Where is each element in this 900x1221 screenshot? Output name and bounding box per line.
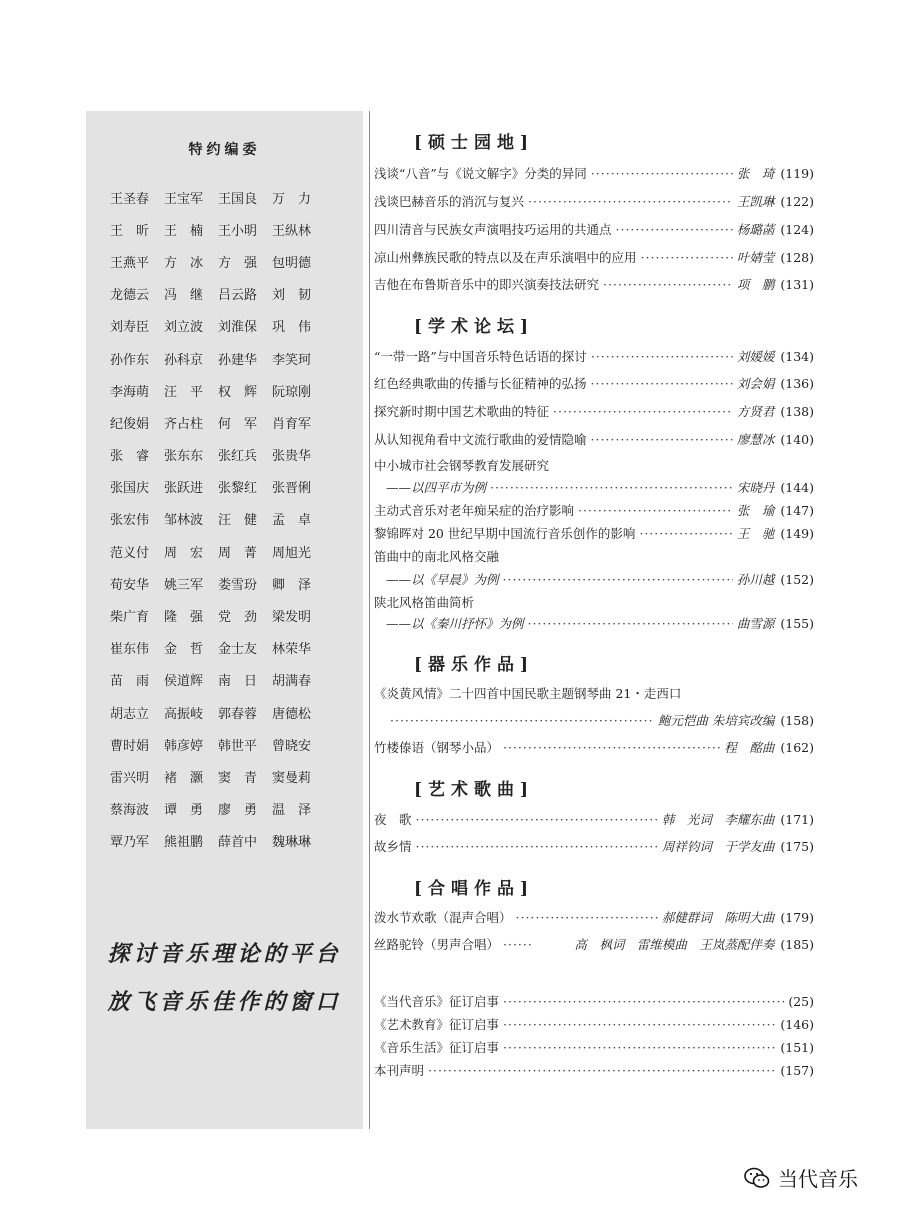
entry-page: (147) bbox=[780, 503, 814, 518]
entry-title: 浅谈巴赫音乐的消沉与复兴 bbox=[374, 194, 525, 209]
slogan-line-1: 探讨音乐理论的平台 bbox=[107, 941, 342, 967]
leader-dots bbox=[503, 1040, 776, 1055]
editor-name: 卿 泽 bbox=[272, 577, 312, 593]
entry-author: 程 酩曲 bbox=[724, 740, 775, 755]
entry-page: (175) bbox=[780, 839, 814, 854]
leader-dots bbox=[639, 526, 733, 541]
entry-title: 《炎黄风情》二十四首中国民歌主题钢琴曲 21・走西口 bbox=[374, 686, 682, 701]
editor-name: 刘 韧 bbox=[272, 288, 312, 304]
entry-page: (149) bbox=[780, 526, 814, 541]
toc-entry[interactable] bbox=[374, 935, 814, 953]
entry-page: (146) bbox=[780, 1017, 814, 1032]
entry-title: 吉他在布鲁斯音乐中的即兴演奏技法研究 bbox=[374, 277, 600, 292]
editorial-name-row bbox=[110, 535, 360, 567]
entry-page: (179) bbox=[780, 910, 814, 925]
toc-entry-title-only[interactable] bbox=[374, 684, 814, 702]
editor-name: 唐德松 bbox=[272, 706, 312, 722]
editor-name: 刘立波 bbox=[164, 320, 204, 336]
toc-entry[interactable] bbox=[374, 430, 814, 448]
leader-dots bbox=[591, 376, 733, 391]
entry-title: 《音乐生活》征订启事 bbox=[374, 1040, 500, 1055]
toc-entry[interactable] bbox=[374, 374, 814, 392]
editor-name: 林荣华 bbox=[272, 642, 312, 658]
entry-title: 泼水节欢歌（混声合唱） bbox=[374, 910, 512, 925]
editor-name: 王宝军 bbox=[164, 191, 204, 207]
toc-entry[interactable] bbox=[374, 1015, 814, 1033]
entry-title: “一带一路”与中国音乐特色话语的探讨 bbox=[374, 349, 587, 364]
editor-name: 梁发明 bbox=[272, 610, 312, 626]
entry-title: 黎锦晖对 20 世纪早期中国流行音乐创作的影响 bbox=[374, 526, 636, 541]
editor-name: 张跃进 bbox=[164, 481, 204, 497]
editor-name: 窦 青 bbox=[218, 770, 258, 786]
editor-name: 娄雪玢 bbox=[218, 577, 258, 593]
toc-entry[interactable] bbox=[374, 1038, 814, 1056]
entry-author: 韩 光词 李耀东曲 bbox=[661, 812, 775, 827]
editor-name: 包明德 bbox=[272, 255, 312, 271]
toc-entry[interactable] bbox=[374, 908, 814, 926]
editor-name: 孙建华 bbox=[218, 352, 258, 368]
editor-name: 金 哲 bbox=[164, 642, 204, 658]
leader-dots bbox=[503, 572, 733, 587]
toc-entry-title-only[interactable] bbox=[374, 547, 814, 565]
editorial-name-row bbox=[110, 567, 360, 599]
toc-entry-subline[interactable] bbox=[374, 711, 814, 729]
editorial-name-row bbox=[110, 825, 360, 857]
entry-author: 刘媛媛 bbox=[736, 349, 775, 364]
entry-page: (119) bbox=[780, 166, 814, 181]
toc-entry[interactable] bbox=[374, 192, 814, 210]
editorial-name-row bbox=[110, 310, 360, 342]
entry-page: (124) bbox=[780, 222, 814, 237]
toc-entry-subline[interactable] bbox=[374, 570, 814, 588]
editor-name: 雷兴明 bbox=[110, 770, 150, 786]
editor-name: 柴广育 bbox=[110, 610, 150, 626]
editor-name: 张国庆 bbox=[110, 481, 150, 497]
entry-title: 故乡情 bbox=[374, 839, 412, 854]
leader-dots bbox=[591, 349, 733, 364]
entry-title: 夜 歌 bbox=[374, 812, 412, 827]
toc-entry[interactable] bbox=[374, 220, 814, 238]
editor-name: 魏琳琳 bbox=[272, 835, 312, 851]
editor-name: 孙科京 bbox=[164, 352, 204, 368]
editor-name: 高振岐 bbox=[164, 706, 204, 722]
editor-name: 周 菁 bbox=[218, 545, 258, 561]
section-heading-art-songs: [艺术歌曲] bbox=[414, 780, 535, 800]
section-heading-academic: [学术论坛] bbox=[414, 317, 535, 337]
entry-page: (151) bbox=[780, 1040, 814, 1055]
editor-name: 曾晓安 bbox=[272, 738, 312, 754]
editor-name: 邹林波 bbox=[164, 513, 204, 529]
entry-author: 刘会娟 bbox=[736, 376, 775, 391]
leader-dots bbox=[528, 616, 733, 631]
entry-page: (128) bbox=[780, 250, 814, 265]
entry-author: 王凯琳 bbox=[736, 194, 775, 209]
entry-author: 张 瑜 bbox=[736, 503, 775, 518]
leader-dots bbox=[416, 839, 658, 854]
entry-author: 王 驰 bbox=[736, 526, 775, 541]
editorial-name-row bbox=[110, 696, 360, 728]
editorial-name-row bbox=[110, 439, 360, 471]
toc-entry[interactable] bbox=[374, 1061, 814, 1079]
editorial-name-row bbox=[110, 664, 360, 696]
leader-dots bbox=[503, 994, 784, 1009]
entry-title: 浅谈“八音”与《说文解字》分类的异同 bbox=[374, 166, 587, 181]
editor-name: 万 力 bbox=[272, 191, 312, 207]
section-heading-masters: [硕士园地] bbox=[414, 133, 535, 153]
entry-page: (144) bbox=[780, 480, 814, 495]
entry-page: (131) bbox=[780, 277, 814, 292]
leader-dots bbox=[591, 432, 733, 447]
editorial-name-row bbox=[110, 471, 360, 503]
entry-author: 方贤君 bbox=[736, 404, 775, 419]
editorial-name-row bbox=[110, 374, 360, 406]
entry-title: 探究新时期中国艺术歌曲的特征 bbox=[374, 404, 550, 419]
entry-title: 《当代音乐》征订启事 bbox=[374, 994, 500, 1009]
editor-name: 张 睿 bbox=[110, 449, 150, 465]
editorial-name-row bbox=[110, 632, 360, 664]
editor-name: 韩彦婷 bbox=[164, 738, 204, 754]
editor-name: 南 日 bbox=[218, 674, 258, 690]
entry-page: (25) bbox=[788, 994, 814, 1009]
entry-page: (157) bbox=[780, 1063, 814, 1078]
entry-page: (134) bbox=[780, 349, 814, 364]
editorial-name-row bbox=[110, 278, 360, 310]
editor-name: 胡志立 bbox=[110, 706, 150, 722]
entry-title: 凉山州彝族民歌的特点以及在声乐演唱中的应用 bbox=[374, 250, 637, 265]
editor-name: 胡满春 bbox=[272, 674, 312, 690]
editorial-name-row bbox=[110, 599, 360, 631]
editor-name: 廖 勇 bbox=[218, 803, 258, 819]
entry-author: 项 鹏 bbox=[736, 277, 775, 292]
editor-name: 王燕平 bbox=[110, 255, 150, 271]
editor-name: 刘淮保 bbox=[218, 320, 258, 336]
editor-name: 金士友 bbox=[218, 642, 258, 658]
toc-entry[interactable] bbox=[374, 837, 814, 855]
leader-dots bbox=[616, 222, 733, 237]
leader-dots bbox=[390, 713, 654, 728]
entry-author: 曲雪源 bbox=[736, 616, 775, 631]
editor-name: 纪俊娟 bbox=[110, 416, 150, 432]
entry-author: 叶婧莹 bbox=[736, 250, 775, 265]
editor-name: 汪 平 bbox=[164, 384, 204, 400]
leader-dots bbox=[503, 937, 531, 952]
editor-name: 范义付 bbox=[110, 545, 150, 561]
entry-title: 主动式音乐对老年痴呆症的治疗影响 bbox=[374, 503, 575, 518]
editor-name: 孟 卓 bbox=[272, 513, 312, 529]
editorial-name-row bbox=[110, 503, 360, 535]
editor-name: 张晋俐 bbox=[272, 481, 312, 497]
editor-name: 褚 灏 bbox=[164, 770, 204, 786]
entry-title: 中小城市社会钢琴教育发展研究 bbox=[374, 458, 550, 473]
entry-author: 孙川越 bbox=[736, 572, 775, 587]
leader-dots bbox=[591, 166, 733, 181]
editor-name: 张宏伟 bbox=[110, 513, 150, 529]
editor-name: 刘寿臣 bbox=[110, 320, 150, 336]
leader-dots bbox=[490, 480, 733, 495]
editor-name: 周 宏 bbox=[164, 545, 204, 561]
editorial-name-row bbox=[110, 342, 360, 374]
editor-name: 汪 健 bbox=[218, 513, 258, 529]
editor-name: 龙德云 bbox=[110, 288, 150, 304]
leader-dots bbox=[416, 812, 658, 827]
editor-name: 曹时娟 bbox=[110, 738, 150, 754]
editor-name: 权 辉 bbox=[218, 384, 258, 400]
editor-name: 阮琼刚 bbox=[272, 384, 312, 400]
entry-subtitle: ——以《早晨》为例 bbox=[386, 572, 499, 587]
entry-page: (140) bbox=[780, 432, 814, 447]
leader-dots bbox=[528, 194, 733, 209]
editorial-name-row bbox=[110, 245, 360, 277]
editor-name: 熊祖鹏 bbox=[164, 835, 204, 851]
toc-entry[interactable] bbox=[374, 738, 814, 756]
editor-name: 方 强 bbox=[218, 255, 258, 271]
editor-name: 蔡海波 bbox=[110, 803, 150, 819]
section-heading-choral: [合唱作品] bbox=[414, 879, 535, 899]
editor-name: 隆 强 bbox=[164, 610, 204, 626]
editor-name: 吕云路 bbox=[218, 288, 258, 304]
editor-name: 侯道辉 bbox=[164, 674, 204, 690]
leader-dots bbox=[553, 404, 733, 419]
toc-entry-title-only[interactable] bbox=[374, 456, 814, 474]
editor-name: 孙作东 bbox=[110, 352, 150, 368]
entry-page: (138) bbox=[780, 404, 814, 419]
editor-name: 荀安华 bbox=[110, 577, 150, 593]
entry-title: 竹楼傣语（钢琴小品） bbox=[374, 740, 500, 755]
toc-entry[interactable] bbox=[374, 992, 814, 1010]
editor-name: 郭春蓉 bbox=[218, 706, 258, 722]
entry-page: (122) bbox=[780, 194, 814, 209]
leader-dots bbox=[603, 277, 733, 292]
entry-author: 张 琦 bbox=[736, 166, 775, 181]
editorial-name-row bbox=[110, 406, 360, 438]
leader-dots bbox=[503, 1017, 776, 1032]
toc-entry[interactable] bbox=[374, 810, 814, 828]
toc-entry[interactable] bbox=[374, 501, 814, 519]
editor-name: 王纵林 bbox=[272, 223, 312, 239]
entry-subtitle: ——以《秦川抒怀》为例 bbox=[386, 616, 524, 631]
toc-entry-subline[interactable] bbox=[374, 478, 814, 496]
toc-entry-title-only[interactable] bbox=[374, 593, 814, 611]
editor-name: 张贵华 bbox=[272, 449, 312, 465]
leader-dots bbox=[516, 910, 658, 925]
editorial-name-row bbox=[110, 728, 360, 760]
editor-name: 何 军 bbox=[218, 416, 258, 432]
editor-name: 苗 雨 bbox=[110, 674, 150, 690]
entry-page: (158) bbox=[780, 713, 814, 728]
entry-author: 廖慧冰 bbox=[736, 432, 775, 447]
editor-name: 周旭光 bbox=[272, 545, 312, 561]
wechat-icon bbox=[744, 1167, 770, 1189]
entry-title: 四川清音与民族女声演唱技巧运用的共通点 bbox=[374, 222, 612, 237]
editor-name: 党 劲 bbox=[218, 610, 258, 626]
entry-subtitle: ——以四平市为例 bbox=[386, 480, 487, 495]
editor-name: 谭 勇 bbox=[164, 803, 204, 819]
editorial-board-title: 特约编委 bbox=[188, 142, 261, 158]
toc-entry[interactable] bbox=[374, 402, 814, 420]
leader-dots bbox=[503, 740, 720, 755]
entry-title: 陕北风格笛曲简析 bbox=[374, 595, 475, 610]
editor-name: 张东东 bbox=[164, 449, 204, 465]
editor-name: 张黎红 bbox=[218, 481, 258, 497]
entry-author: 周祥钧词 于学友曲 bbox=[661, 839, 775, 854]
entry-author: 郝健群词 陈明大曲 bbox=[661, 910, 775, 925]
entry-author: 杨璐菡 bbox=[736, 222, 775, 237]
column-divider bbox=[369, 111, 370, 1129]
editor-name: 王圣春 bbox=[110, 191, 150, 207]
editor-name: 薛首中 bbox=[218, 835, 258, 851]
editor-name: 姚三军 bbox=[164, 577, 204, 593]
editor-name: 李海萌 bbox=[110, 384, 150, 400]
editor-name: 王国良 bbox=[218, 191, 258, 207]
entry-title: 《艺术教育》征订启事 bbox=[374, 1017, 500, 1032]
entry-author: 宋晓丹 bbox=[736, 480, 775, 495]
entry-title: 本刊声明 bbox=[374, 1063, 425, 1078]
entry-page: (171) bbox=[780, 812, 814, 827]
editor-name: 温 泽 bbox=[272, 803, 312, 819]
entry-page: (162) bbox=[780, 740, 814, 755]
editorial-board-names bbox=[110, 181, 360, 857]
editor-name: 李笑珂 bbox=[272, 352, 312, 368]
entry-title: 笛曲中的南北风格交融 bbox=[374, 549, 500, 564]
entry-author: 高 枫词 雷维模曲 王岚蒸配伴奏 bbox=[574, 937, 775, 952]
entry-page: (155) bbox=[780, 616, 814, 631]
entry-page: (136) bbox=[780, 376, 814, 391]
toc-entry[interactable] bbox=[374, 164, 814, 182]
editor-name: 崔东伟 bbox=[110, 642, 150, 658]
editor-name: 冯 继 bbox=[164, 288, 204, 304]
editor-name: 肖育军 bbox=[272, 416, 312, 432]
wechat-watermark bbox=[744, 1163, 858, 1192]
editor-name: 方 冰 bbox=[164, 255, 204, 271]
editorial-board-panel bbox=[86, 111, 363, 1129]
editor-name: 张红兵 bbox=[218, 449, 258, 465]
editorial-name-row bbox=[110, 793, 360, 825]
editor-name: 王小明 bbox=[218, 223, 258, 239]
editorial-name-row bbox=[110, 181, 360, 213]
leader-dots bbox=[578, 503, 733, 518]
toc-entry-subline[interactable] bbox=[374, 614, 814, 632]
entry-page: (152) bbox=[780, 572, 814, 587]
entry-title: 丝路驼铃（男声合唱） bbox=[374, 937, 500, 952]
slogan-line-2: 放飞音乐佳作的窗口 bbox=[107, 989, 342, 1015]
toc-entry[interactable] bbox=[374, 248, 814, 266]
toc-entry[interactable] bbox=[374, 524, 814, 542]
editor-name: 韩世平 bbox=[218, 738, 258, 754]
entry-author: 鲍元恺曲 朱培宾改编 bbox=[657, 713, 775, 728]
leader-dots bbox=[641, 250, 733, 265]
leader-dots bbox=[428, 1063, 776, 1078]
editorial-name-row bbox=[110, 760, 360, 792]
editor-name: 齐占柱 bbox=[164, 416, 204, 432]
entry-page: (185) bbox=[780, 937, 814, 952]
toc-entry[interactable] bbox=[374, 275, 814, 293]
entry-title: 从认知视角看中文流行歌曲的爱情隐喻 bbox=[374, 432, 587, 447]
entry-title: 红色经典歌曲的传播与长征精神的弘扬 bbox=[374, 376, 587, 391]
section-heading-instrumental: [器乐作品] bbox=[414, 655, 535, 675]
editorial-name-row bbox=[110, 213, 360, 245]
editor-name: 王 昕 bbox=[110, 223, 150, 239]
editor-name: 巩 伟 bbox=[272, 320, 312, 336]
watermark-text: 当代音乐 bbox=[778, 1167, 858, 1191]
editor-name: 王 楠 bbox=[164, 223, 204, 239]
editor-name: 窦曼莉 bbox=[272, 770, 312, 786]
editor-name: 覃乃军 bbox=[110, 835, 150, 851]
toc-entry[interactable] bbox=[374, 347, 814, 365]
